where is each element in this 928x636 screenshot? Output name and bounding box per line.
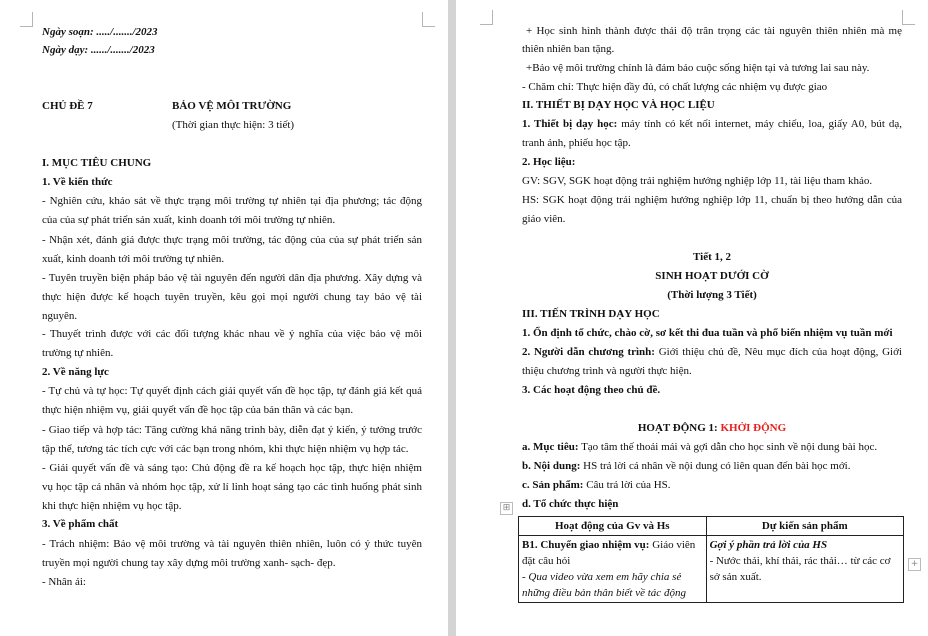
intro-line: thiên nhiên ban tặng. — [522, 43, 615, 55]
competence-heading: 2. Về năng lực — [42, 366, 109, 378]
knowledge-line: xuất, kinh doanh tới môi trường tự nhiên. — [42, 253, 225, 265]
document-page-right — [456, 0, 928, 636]
topic-duration: (Thời gian thực hiện: 3 tiết) — [172, 119, 295, 131]
cell-line: sở sản xuất. — [709, 571, 762, 583]
product-line — [522, 479, 671, 492]
intro-line: + Học sinh hình thành được thái độ trân trọng các tài nguyên thiên nhiên mà mẹ — [526, 25, 902, 37]
section-heading-equipment: II. THIẾT BỊ DẠY HỌC VÀ HỌC LIỆU — [522, 99, 715, 111]
competence-line: tập thể, tương tác tích cực với các bạn trong nhóm, khi thực hiện nhiệm vụ hợp tác. — [42, 443, 409, 455]
intro-line: - Chăm chỉ: Thực hiện đầy đủ, có chất lượng các nhiệm vụ được giao — [522, 81, 828, 93]
competence-line: khi thực hiện nhiệm vụ học tập. — [42, 500, 182, 512]
cell-line — [710, 585, 900, 601]
crop-mark-top-right — [902, 10, 915, 25]
organization-heading: d. Tổ chức thực hiện — [522, 498, 619, 510]
topic-number: CHỦ ĐỀ 7 — [42, 100, 93, 112]
activity-duration: (Thời lượng 3 Tiết) — [667, 289, 757, 301]
cell-line: Gợi ý phần trả lời của HS — [709, 539, 828, 551]
quality-line: - Trách nhiệm: Bảo vệ môi trường và tài nguyên thiên nhiên, luôn có ý thức tuyên — [42, 538, 422, 550]
step-2-text: Giới thiệu chủ đề, Nêu mục đích của hoạt động, Giới — [654, 346, 902, 358]
step-2 — [522, 346, 902, 359]
activity-title: SINH HOẠT DƯỚI CỜ — [655, 270, 769, 282]
product-text: Câu trả lời của HS. — [583, 479, 671, 491]
content-label: b. Nội dung: — [522, 460, 581, 472]
content-line — [522, 460, 850, 473]
materials-hs: HS: SGK hoạt động trải nghiệm hướng nghiệp lớp 11, chuẩn bị theo hướng dẫn của — [522, 194, 902, 206]
competence-line: vụ học tập cá nhân và nhóm học tập, xử lí linh hoạt sáng tạo các tình huống phát sinh — [42, 481, 422, 493]
product-label: c. Sản phẩm: — [522, 479, 584, 491]
equipment-label: 1. Thiết bị dạy học: — [522, 118, 618, 130]
step-2-label: 2. Người dẫn chương trình: — [522, 346, 655, 358]
crop-mark-top-right — [422, 12, 435, 27]
knowledge-line: nguyên. — [42, 310, 78, 322]
document-page-left — [0, 0, 448, 636]
quality-line: - Nhân ái: — [42, 576, 86, 588]
knowledge-line: của của sự phát triển sản xuất, kinh doanh tới môi trường tự nhiên. — [42, 214, 336, 226]
crop-mark-top-left — [20, 12, 33, 27]
date-prepared: Ngày soạn: ...../......./2023 — [42, 26, 158, 38]
step-2-cont: thiệu chương trình và người thực hiện. — [522, 365, 692, 377]
topic-title: BẢO VỆ MÔI TRƯỜNG — [172, 100, 292, 112]
table-cell-expected — [706, 536, 903, 603]
table-row — [519, 536, 904, 603]
knowledge-line: - Thuyết trình được với các đối tượng khác nhau về ý nghĩa của việc bảo vệ môi — [42, 328, 422, 340]
table-header-row — [519, 517, 904, 536]
equipment-line — [522, 118, 902, 131]
content-text: HS trả lời cá nhân về nội dung có liên quan đến bài học mới. — [580, 460, 851, 472]
quality-heading: 3. Về phẩm chất — [42, 518, 119, 530]
table-header-cell: Hoạt động của Gv và Hs — [519, 517, 707, 536]
competence-line: - Giao tiếp và hợp tác: Tăng cường khả năng trình bày, diễn đạt ý kiến, ý tưởng trước — [42, 424, 422, 436]
knowledge-line: - Nghiên cứu, khảo sát về thực trạng môi trường tự nhiên tại địa phương; tác động — [42, 195, 422, 207]
knowledge-line: - Tuyên truyền biện pháp bảo vệ tài nguyên đến người dân địa phương. Xây dựng và — [42, 272, 422, 284]
quality-line: truyền mọi người chung tay xây dựng môi trường xanh- sạch- đẹp. — [42, 557, 336, 569]
equipment-text: máy tính có kết nối internet, máy chiếu, loa, giấy A0, bút dạ, — [617, 118, 903, 130]
materials-hs: giáo viên. — [522, 213, 566, 225]
step-3: 3. Các hoạt động theo chủ đề. — [522, 384, 661, 396]
competence-line: - Tự chủ và tự học: Tự quyết định cách giải quyết vấn đề học tập, tự đánh giá kết quả — [42, 385, 422, 397]
activity-1-name: KHỞI ĐỘNG — [720, 422, 787, 434]
step-1: 1. Ổn định tổ chức, chào cờ, sơ kết thi đua tuần và phổ biến nhiệm vụ tuần mới — [522, 327, 893, 339]
competence-line: thực hiện nhiệm vụ, giải quyết vấn đề học tập của bản thân và các bạn. — [42, 404, 354, 416]
goal-text: Tạo tâm thế thoải mái và gợi dẫn cho học sinh về nội dung bài học. — [578, 441, 878, 453]
table-move-handle[interactable]: ⊞ — [500, 502, 513, 515]
section-heading-objectives: I. MỤC TIÊU CHUNG — [42, 157, 152, 169]
cell-line: đặt câu hỏi — [522, 555, 571, 567]
activity-table — [518, 516, 904, 603]
table-header-cell: Dự kiến sản phẩm — [706, 517, 903, 536]
goal-line — [522, 441, 877, 454]
knowledge-heading: 1. Về kiến thức — [42, 176, 113, 188]
goal-label: a. Mục tiêu: — [522, 441, 579, 453]
knowledge-line: - Nhận xét, đánh giá được thực trạng môi trường, tác động của của sự phát triển sản — [42, 234, 422, 246]
step-text: Giáo viên — [649, 539, 696, 551]
competence-line: - Giải quyết vấn đề và sáng tạo: Chủ động đề ra kế hoạch học tập, thực hiện nhiệm — [42, 462, 422, 474]
cell-line: - Nước thải, khí thải, rác thải… từ các cơ — [709, 555, 891, 567]
cell-line: - Qua video vừa xem em hãy chia sẻ — [522, 571, 682, 583]
cell-line: những điều bản thân biết về tác động — [522, 587, 686, 599]
step-label: B1. Chuyển giao nhiệm vụ: — [522, 539, 650, 551]
add-column-handle[interactable]: + — [908, 558, 921, 571]
materials-gv: GV: SGV, SGK hoạt động trải nghiệm hướng nghiệp lớp 11, tài liệu tham khảo. — [522, 175, 873, 187]
knowledge-line: trường tự nhiên. — [42, 347, 114, 359]
equipment-line: tranh ảnh, phiếu học tập. — [522, 137, 631, 149]
cell-line — [522, 537, 703, 553]
intro-line: +Bảo vệ môi trường chính là đảm bảo cuộc sống hiện tại và tương lai sau này. — [526, 62, 870, 74]
table-cell-activity — [519, 536, 707, 603]
knowledge-line: thực hiện được kế hoạch tuyên truyền, kêu gọi mọi người chung tay bảo vệ tài — [42, 291, 422, 303]
crop-mark-top-left — [480, 10, 493, 25]
page-gap — [448, 0, 456, 636]
activity-1-prefix: HOẠT ĐỘNG 1: — [637, 422, 721, 434]
materials-heading: 2. Học liệu: — [522, 156, 576, 168]
date-taught: Ngày dạy: ....../......./2023 — [42, 44, 155, 56]
section-heading-process: III. TIẾN TRÌNH DẠY HỌC — [522, 308, 660, 320]
periods-title: Tiết 1, 2 — [693, 251, 731, 263]
activity-1-heading — [522, 422, 902, 435]
